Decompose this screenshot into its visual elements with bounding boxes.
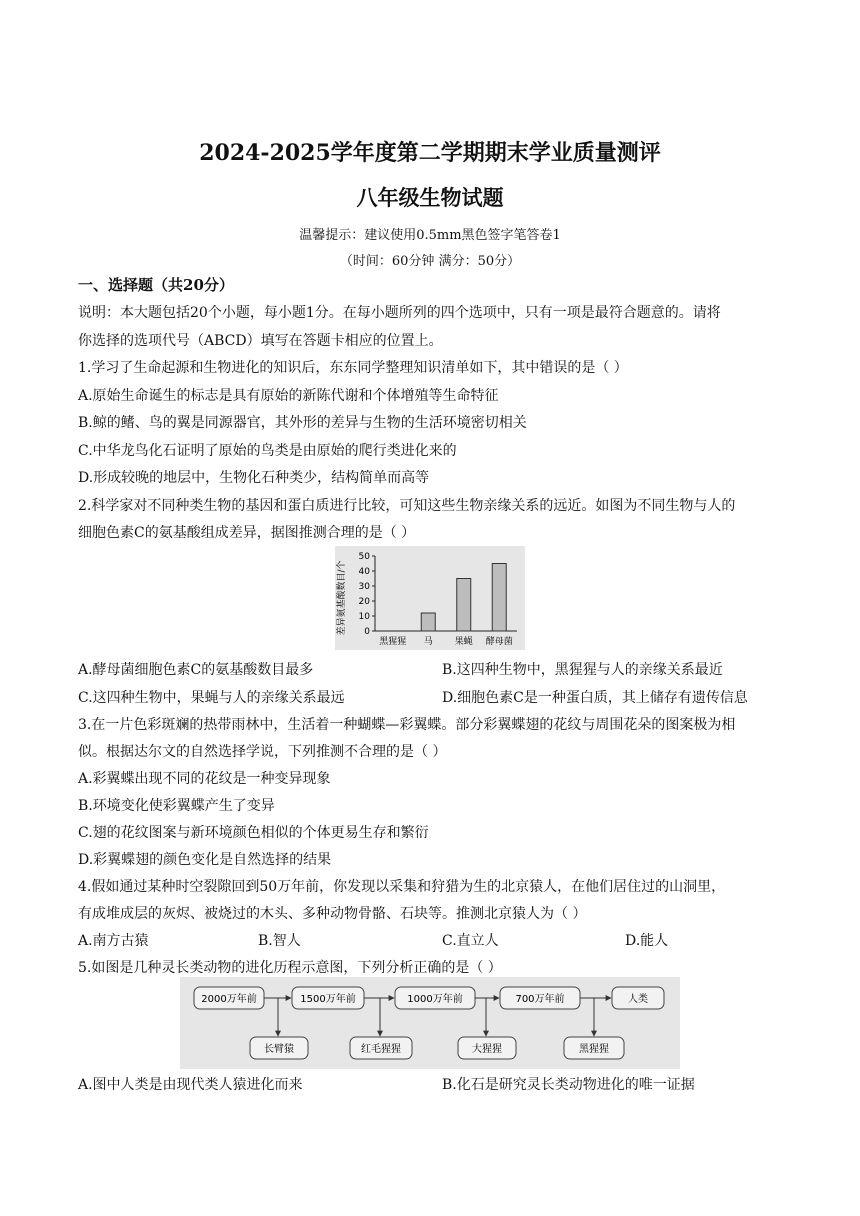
x-category-label: 果蝇 xyxy=(454,637,473,647)
bar-3 xyxy=(492,564,506,632)
q3-option-a: A.彩翼蝶出现不同的花纹是一种变异现象 xyxy=(78,771,331,787)
q2-stem-2: 细胞色素C的氨基酸组成差异，据图推测合理的是（ ） xyxy=(78,525,416,541)
time-label-1500: 1500万年前 xyxy=(300,994,356,1005)
branch-label-gibbon: 长臂猿 xyxy=(264,1044,294,1055)
time-text: （时间：60分钟 满分：50分） xyxy=(339,254,521,269)
q3-option-b: B.环境变化使彩翼蝶产生了变异 xyxy=(78,798,275,814)
section-desc-1: 说明：本大题包括20个小题，每小题1分。在每小题所列的四个选项中，只有一项是最符合题意的。请将 xyxy=(78,305,721,321)
q2-option-c: C.这四种生物中，果蝇与人的亲缘关系最远 xyxy=(78,690,345,706)
q1-option-d: D.形成较晚的地层中，生物化石种类少，结构简单而高等 xyxy=(78,470,430,486)
bar-1 xyxy=(421,613,435,631)
q2-bar-chart xyxy=(335,546,525,650)
q3-option-d: D.彩翼蝶翅的颜色变化是自然选择的结果 xyxy=(78,852,332,868)
bar-2 xyxy=(457,579,471,632)
q5-stem: 5.如图是几种灵长类动物的进化历程示意图，下列分析正确的是（ ） xyxy=(78,960,502,976)
tip-text: 温馨提示：建议使用0.5mm黑色签字笔答卷1 xyxy=(299,228,561,243)
y-tick-label: 30 xyxy=(358,582,370,592)
exam-subtitle: 八年级生物试题 xyxy=(356,185,504,210)
q5-evolution-diagram xyxy=(180,977,680,1069)
exam-title: 2024-2025学年度第二学期期末学业质量测评 xyxy=(199,140,661,166)
q4-stem-2: 有成堆成层的灰烬、被烧过的木头、多种动物骨骼、石块等。推测北京猿人为（ ） xyxy=(78,906,587,922)
x-category-label: 马 xyxy=(423,637,433,647)
q3-stem-1: 3.在一片色彩斑斓的热带雨林中，生活着一种蝴蝶—彩翼蝶。部分彩翼蝶翅的花纹与周围花朵的图案极为相 xyxy=(78,717,736,733)
branch-label-orangutan: 红毛猩猩 xyxy=(361,1044,401,1055)
q4-option-b: B.智人 xyxy=(258,933,301,949)
x-category-label: 黑猩猩 xyxy=(379,637,407,647)
q2-option-b: B.这四种生物中，黑猩猩与人的亲缘关系最近 xyxy=(442,662,723,678)
section-desc-2: 你选择的选项代号（ABCD）填写在答题卡相应的位置上。 xyxy=(78,333,443,349)
y-tick-label: 20 xyxy=(358,597,370,607)
bar-chart-svg xyxy=(335,546,525,650)
time-label-2000: 2000万年前 xyxy=(201,994,257,1005)
human-label: 人类 xyxy=(628,994,648,1005)
q5-option-a: A.图中人类是由现代类人猿进化而来 xyxy=(78,1077,303,1093)
time-label-1000: 1000万年前 xyxy=(407,994,463,1005)
x-category-label: 酵母菌 xyxy=(485,637,513,647)
y-tick-label: 10 xyxy=(358,612,370,622)
y-axis-label: 差异氨基酸数目/个 xyxy=(337,560,347,636)
branch-label-chimpanzee: 黑猩猩 xyxy=(579,1044,609,1055)
q4-option-a: A.南方古猿 xyxy=(78,933,149,949)
q2-option-a: A.酵母菌细胞色素C的氨基酸数目最多 xyxy=(78,662,314,678)
evolution-svg xyxy=(180,977,680,1069)
branch-label-gorilla: 大猩猩 xyxy=(472,1044,502,1055)
q2-option-d: D.细胞色素C是一种蛋白质，其上储存有遗传信息 xyxy=(442,690,748,706)
section-title: 一、选择题（共20分） xyxy=(78,276,234,294)
y-tick-label: 0 xyxy=(364,627,370,637)
y-tick-label: 50 xyxy=(358,552,370,562)
q1-option-b: B.鲸的鳍、鸟的翼是同源器官，其外形的差异与生物的生活环境密切相关 xyxy=(78,415,527,431)
y-tick-label: 40 xyxy=(358,567,370,577)
q4-option-d: D.能人 xyxy=(625,933,669,949)
time-label-700: 700万年前 xyxy=(515,994,565,1005)
q3-option-c: C.翅的花纹图案与新环境颜色相似的个体更易生存和繁衍 xyxy=(78,825,429,841)
q4-option-c: C.直立人 xyxy=(442,933,499,949)
q1-stem: 1.学习了生命起源和生物进化的知识后，东东同学整理知识清单如下，其中错误的是（ ） xyxy=(78,360,628,376)
q5-option-b: B.化石是研究灵长类动物进化的唯一证据 xyxy=(442,1077,695,1093)
q1-option-c: C.中华龙鸟化石证明了原始的鸟类是由原始的爬行类进化来的 xyxy=(78,443,457,459)
q2-stem-1: 2.科学家对不同种类生物的基因和蛋白质进行比较，可知这些生物亲缘关系的远近。如图为不同生物与人的 xyxy=(78,498,736,514)
q4-stem-1: 4.假如通过某种时空裂隙回到50万年前，你发现以采集和狩猎为生的北京猿人，在他们居住过的山洞里， xyxy=(78,879,726,895)
q1-option-a: A.原始生命诞生的标志是具有原始的新陈代谢和个体增殖等生命特征 xyxy=(78,388,499,404)
q3-stem-2: 似。根据达尔文的自然选择学说，下列推测不合理的是（ ） xyxy=(78,744,447,760)
